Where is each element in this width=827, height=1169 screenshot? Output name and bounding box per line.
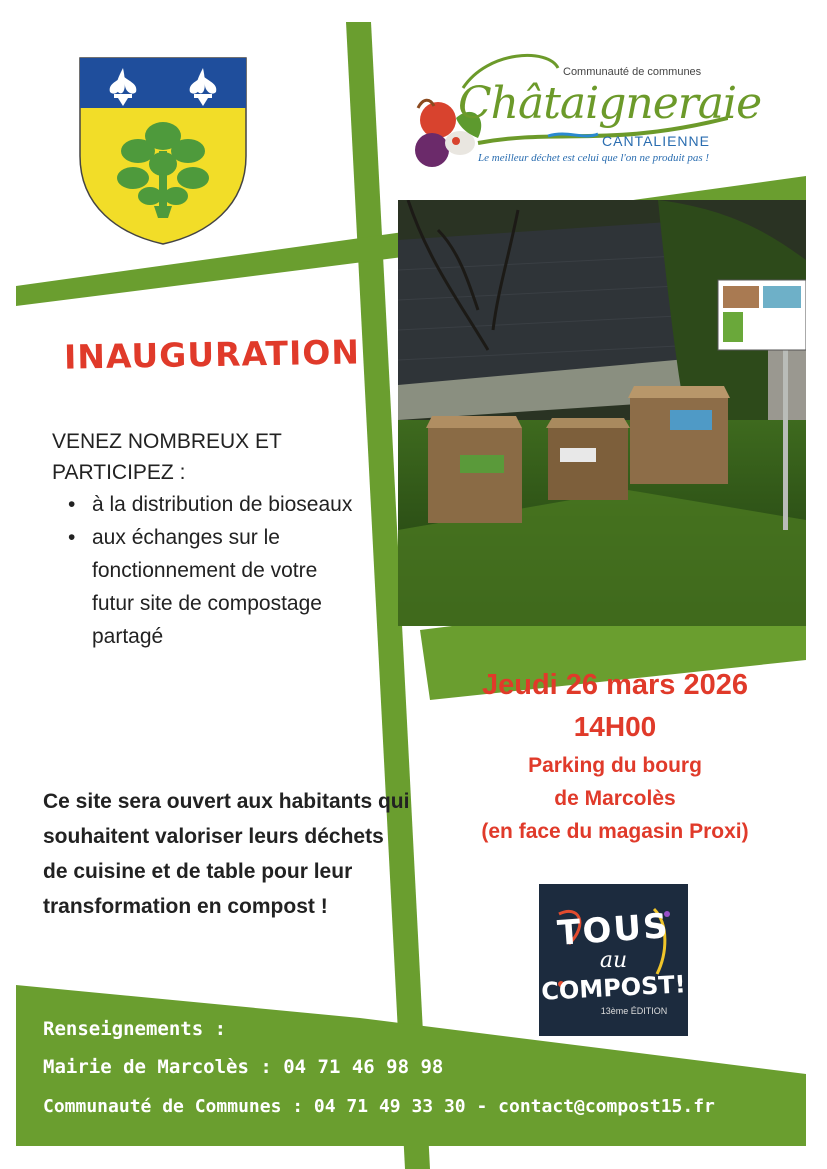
invite-intro-line1: VENEZ NOMBREUX ET	[52, 430, 282, 453]
logo-name: Châtaigneraie	[458, 78, 762, 129]
footer-mairie: Mairie de Marcolès : 04 71 46 98 98	[43, 1056, 444, 1078]
invite-intro	[52, 426, 372, 488]
tous-au-compost-badge	[539, 884, 688, 1036]
logo-slogan: Le meilleur déchet est celui que l'on ne produit pas !	[478, 152, 710, 164]
compost-bins-photo	[398, 200, 806, 626]
chataigneraie-logo	[408, 48, 762, 178]
invite-intro-line2: PARTICIPEZ :	[52, 461, 186, 484]
badge-line2: au	[599, 948, 628, 973]
badge-line1: TOUS	[556, 906, 671, 954]
footer-communaute: Communauté de Communes : 04 71 49 33 30 - contact@compost15.fr	[43, 1096, 715, 1117]
event-place-line1: Parking du bourg	[528, 754, 702, 777]
event-place-line3: (en face du magasin Proxi)	[481, 820, 749, 843]
site-info: Ce site sera ouvert aux habitants qui souhaitent valoriser leurs déchets de cuisine et de table pour leur transformation en compost !	[43, 790, 410, 918]
list-item: • aux échanges sur le fonctionnement de votre futur site de compostage partagé	[64, 521, 354, 653]
event-date: Jeudi 26 mars 2026	[481, 669, 748, 701]
badge-line3: COMPOST!	[540, 970, 687, 1006]
list-item: • à la distribution de bioseaux	[64, 488, 354, 521]
coat-of-arms-icon	[78, 56, 248, 246]
event-place-line2: de Marcolès	[554, 787, 676, 810]
invite-list	[64, 488, 354, 653]
footer-heading: Renseignements :	[43, 1018, 227, 1040]
inauguration-title: INAUGURATION	[63, 332, 361, 377]
badge-edition: 13ème ÉDITION	[600, 1006, 668, 1016]
logo-region: CANTALIENNE	[602, 133, 710, 149]
event-details	[430, 665, 800, 848]
event-time: 14H00	[573, 711, 657, 742]
logo-community-label: Communauté de communes	[563, 66, 702, 78]
